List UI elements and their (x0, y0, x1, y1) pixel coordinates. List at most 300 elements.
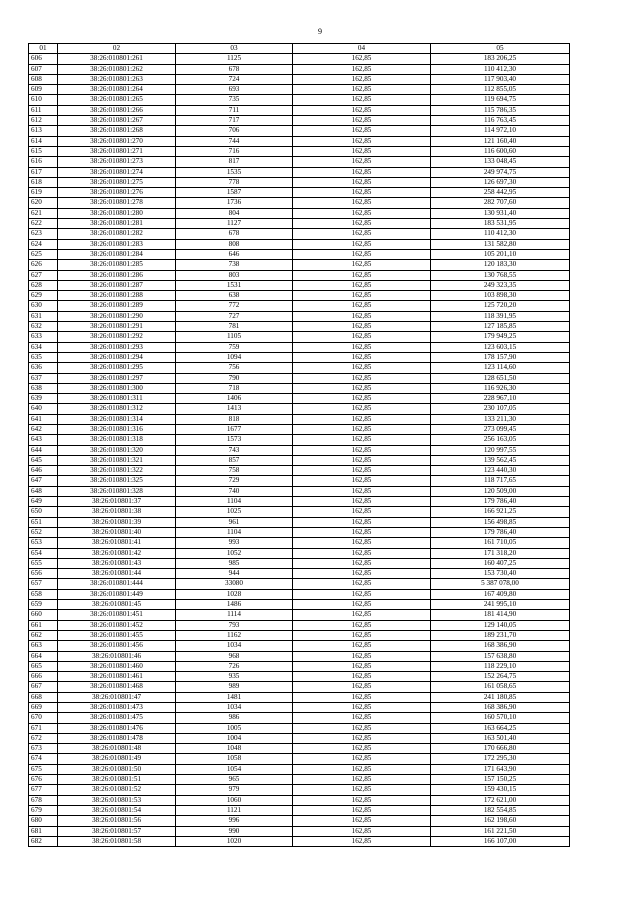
area-cell: 1406 (176, 394, 293, 404)
cadastral-number-cell: 38:26:010801:40 (58, 527, 176, 537)
table-row (29, 744, 570, 754)
rate-cell: 162,85 (293, 507, 431, 517)
area-cell: 1125 (176, 54, 293, 64)
rate-cell: 162,85 (293, 527, 431, 537)
rate-cell: 162,85 (293, 497, 431, 507)
row-number-cell: 676 (29, 775, 58, 785)
area-cell: 1486 (176, 600, 293, 610)
rate-cell: 162,85 (293, 136, 431, 146)
cadastral-number-cell: 38:26:010801:295 (58, 363, 176, 373)
rate-cell: 162,85 (293, 682, 431, 692)
table-row (29, 661, 570, 671)
table-row (29, 836, 570, 846)
value-cell: 170 666,80 (431, 744, 570, 754)
row-number-cell: 661 (29, 620, 58, 630)
cadastral-number-cell: 38:26:010801:49 (58, 754, 176, 764)
area-cell: 727 (176, 311, 293, 321)
table-row (29, 589, 570, 599)
table-row (29, 270, 570, 280)
value-cell: 128 651,50 (431, 373, 570, 383)
rate-cell: 162,85 (293, 630, 431, 640)
table-row (29, 352, 570, 362)
area-cell: 979 (176, 785, 293, 795)
row-number-cell: 663 (29, 641, 58, 651)
rate-cell: 162,85 (293, 342, 431, 352)
table-row (29, 476, 570, 486)
rate-cell: 162,85 (293, 157, 431, 167)
rate-cell: 162,85 (293, 517, 431, 527)
rate-cell: 162,85 (293, 219, 431, 229)
rate-cell: 162,85 (293, 620, 431, 630)
area-cell: 1034 (176, 641, 293, 651)
cadastral-number-cell: 38:26:010801:274 (58, 167, 176, 177)
table-row (29, 229, 570, 239)
cadastral-number-cell: 38:26:010801:280 (58, 208, 176, 218)
row-number-cell: 626 (29, 260, 58, 270)
table-row (29, 249, 570, 259)
cadastral-number-cell: 38:26:010801:265 (58, 95, 176, 105)
value-cell: 172 621,00 (431, 795, 570, 805)
rate-cell: 162,85 (293, 301, 431, 311)
row-number-cell: 620 (29, 198, 58, 208)
area-cell: 738 (176, 260, 293, 270)
rate-cell: 162,85 (293, 383, 431, 393)
cadastral-number-cell: 38:26:010801:290 (58, 311, 176, 321)
table-row (29, 363, 570, 373)
row-number-cell: 640 (29, 404, 58, 414)
row-number-cell: 668 (29, 692, 58, 702)
row-number-cell: 659 (29, 600, 58, 610)
value-cell: 130 931,40 (431, 208, 570, 218)
value-cell: 112 855,05 (431, 85, 570, 95)
rate-cell: 162,85 (293, 332, 431, 342)
table-row (29, 424, 570, 434)
cadastral-number-cell: 38:26:010801:52 (58, 785, 176, 795)
rate-cell: 162,85 (293, 538, 431, 548)
row-number-cell: 637 (29, 373, 58, 383)
rate-cell: 162,85 (293, 105, 431, 115)
cadastral-number-cell: 38:26:010801:294 (58, 352, 176, 362)
value-cell: 166 921,25 (431, 507, 570, 517)
value-cell: 178 157,90 (431, 352, 570, 362)
value-cell: 129 140,05 (431, 620, 570, 630)
table-row (29, 342, 570, 352)
row-number-cell: 628 (29, 280, 58, 290)
row-number-cell: 631 (29, 311, 58, 321)
rate-cell: 162,85 (293, 373, 431, 383)
table-row (29, 538, 570, 548)
cadastral-number-cell: 38:26:010801:289 (58, 301, 176, 311)
row-number-cell: 652 (29, 527, 58, 537)
value-cell: 125 720,20 (431, 301, 570, 311)
area-cell: 706 (176, 126, 293, 136)
area-cell: 726 (176, 661, 293, 671)
area-cell: 1573 (176, 435, 293, 445)
rate-cell: 162,85 (293, 723, 431, 733)
table-row (29, 805, 570, 815)
cadastral-number-cell: 38:26:010801:461 (58, 672, 176, 682)
row-number-cell: 648 (29, 486, 58, 496)
row-number-cell: 653 (29, 538, 58, 548)
table-row (29, 95, 570, 105)
cadastral-number-cell: 38:26:010801:281 (58, 219, 176, 229)
rate-cell: 162,85 (293, 713, 431, 723)
cadastral-number-cell: 38:26:010801:43 (58, 558, 176, 568)
value-cell: 241 180,85 (431, 692, 570, 702)
cadastral-number-cell: 38:26:010801:312 (58, 404, 176, 414)
area-cell: 1535 (176, 167, 293, 177)
row-number-cell: 654 (29, 548, 58, 558)
cadastral-number-cell: 38:26:010801:311 (58, 394, 176, 404)
row-number-cell: 677 (29, 785, 58, 795)
row-number-cell: 629 (29, 291, 58, 301)
table-row (29, 322, 570, 332)
table-row (29, 74, 570, 84)
area-cell: 717 (176, 116, 293, 126)
row-number-cell: 617 (29, 167, 58, 177)
rate-cell: 162,85 (293, 116, 431, 126)
table-row (29, 404, 570, 414)
cadastral-number-cell: 38:26:010801:456 (58, 641, 176, 651)
table-row (29, 641, 570, 651)
cadastral-number-cell: 38:26:010801:475 (58, 713, 176, 723)
area-cell: 1048 (176, 744, 293, 754)
rate-cell: 162,85 (293, 322, 431, 332)
rate-cell: 162,85 (293, 188, 431, 198)
value-cell: 179 786,40 (431, 527, 570, 537)
value-cell: 249 323,35 (431, 280, 570, 290)
value-cell: 118 391,95 (431, 311, 570, 321)
cadastral-number-cell: 38:26:010801:325 (58, 476, 176, 486)
table-row (29, 311, 570, 321)
value-cell: 228 967,10 (431, 394, 570, 404)
area-cell: 759 (176, 342, 293, 352)
table-row (29, 177, 570, 187)
area-cell: 743 (176, 445, 293, 455)
cadastral-number-cell: 38:26:010801:460 (58, 661, 176, 671)
rate-cell: 162,85 (293, 435, 431, 445)
value-cell: 181 414,90 (431, 610, 570, 620)
row-number-cell: 630 (29, 301, 58, 311)
value-cell: 115 786,35 (431, 105, 570, 115)
value-cell: 166 107,00 (431, 836, 570, 846)
rate-cell: 162,85 (293, 394, 431, 404)
area-cell: 781 (176, 322, 293, 332)
row-number-cell: 674 (29, 754, 58, 764)
table-row (29, 651, 570, 661)
area-cell: 990 (176, 826, 293, 836)
rate-cell: 162,85 (293, 548, 431, 558)
table-row (29, 486, 570, 496)
area-cell: 718 (176, 383, 293, 393)
value-cell: 249 974,75 (431, 167, 570, 177)
cadastral-number-cell: 38:26:010801:53 (58, 795, 176, 805)
value-cell: 117 903,40 (431, 74, 570, 84)
table-row (29, 188, 570, 198)
cadastral-number-cell: 38:26:010801:473 (58, 703, 176, 713)
row-number-cell: 664 (29, 651, 58, 661)
value-cell: 161 058,65 (431, 682, 570, 692)
row-number-cell: 671 (29, 723, 58, 733)
value-cell: 282 707,60 (431, 198, 570, 208)
table-row (29, 826, 570, 836)
value-cell: 256 163,05 (431, 435, 570, 445)
rate-cell: 162,85 (293, 476, 431, 486)
area-cell: 1162 (176, 630, 293, 640)
area-cell: 1005 (176, 723, 293, 733)
cadastral-number-cell: 38:26:010801:48 (58, 744, 176, 754)
rate-cell: 162,85 (293, 270, 431, 280)
table-row (29, 414, 570, 424)
area-cell: 1121 (176, 805, 293, 815)
row-number-cell: 623 (29, 229, 58, 239)
row-number-cell: 608 (29, 74, 58, 84)
table-row (29, 795, 570, 805)
table-body (29, 54, 570, 847)
cadastral-number-cell: 38:26:010801:276 (58, 188, 176, 198)
value-cell: 172 295,30 (431, 754, 570, 764)
area-cell: 744 (176, 136, 293, 146)
area-cell: 678 (176, 64, 293, 74)
cadastral-number-cell: 38:26:010801:300 (58, 383, 176, 393)
row-number-cell: 669 (29, 703, 58, 713)
row-number-cell: 658 (29, 589, 58, 599)
rate-cell: 162,85 (293, 445, 431, 455)
row-number-cell: 621 (29, 208, 58, 218)
value-cell: 156 498,85 (431, 517, 570, 527)
area-cell: 817 (176, 157, 293, 167)
cadastral-number-cell: 38:26:010801:293 (58, 342, 176, 352)
cadastral-number-cell: 38:26:010801:54 (58, 805, 176, 815)
rate-cell: 162,85 (293, 651, 431, 661)
value-cell: 116 600,60 (431, 146, 570, 156)
cadastral-number-cell: 38:26:010801:476 (58, 723, 176, 733)
value-cell: 230 107,05 (431, 404, 570, 414)
area-cell: 1054 (176, 764, 293, 774)
row-number-cell: 645 (29, 455, 58, 465)
table-row (29, 579, 570, 589)
rate-cell: 162,85 (293, 744, 431, 754)
rate-cell: 162,85 (293, 198, 431, 208)
area-cell: 778 (176, 177, 293, 187)
row-number-cell: 606 (29, 54, 58, 64)
area-cell: 716 (176, 146, 293, 156)
table-row (29, 517, 570, 527)
area-cell: 968 (176, 651, 293, 661)
cadastral-number-cell: 38:26:010801:284 (58, 249, 176, 259)
rate-cell: 162,85 (293, 754, 431, 764)
cadastral-number-cell: 38:26:010801:449 (58, 589, 176, 599)
value-cell: 183 206,25 (431, 54, 570, 64)
cadastral-number-cell: 38:26:010801:57 (58, 826, 176, 836)
value-cell: 123 603,15 (431, 342, 570, 352)
area-cell: 758 (176, 466, 293, 476)
cadastral-number-cell: 38:26:010801:478 (58, 733, 176, 743)
area-cell: 985 (176, 558, 293, 568)
rate-cell: 162,85 (293, 661, 431, 671)
row-number-cell: 635 (29, 352, 58, 362)
rate-cell: 162,85 (293, 600, 431, 610)
rate-cell: 162,85 (293, 249, 431, 259)
row-number-cell: 616 (29, 157, 58, 167)
area-cell: 1481 (176, 692, 293, 702)
table-row (29, 85, 570, 95)
row-number-cell: 607 (29, 64, 58, 74)
area-cell: 790 (176, 373, 293, 383)
value-cell: 105 201,10 (431, 249, 570, 259)
table-row (29, 167, 570, 177)
value-cell: 179 949,25 (431, 332, 570, 342)
rate-cell: 162,85 (293, 826, 431, 836)
rate-cell: 162,85 (293, 692, 431, 702)
cadastral-number-cell: 38:26:010801:320 (58, 445, 176, 455)
row-number-cell: 610 (29, 95, 58, 105)
cadastral-number-cell: 38:26:010801:267 (58, 116, 176, 126)
cadastral-number-cell: 38:26:010801:444 (58, 579, 176, 589)
value-cell: 162 198,60 (431, 816, 570, 826)
rate-cell: 162,85 (293, 85, 431, 95)
value-cell: 179 786,40 (431, 497, 570, 507)
area-cell: 1060 (176, 795, 293, 805)
table-row (29, 208, 570, 218)
row-number-cell: 632 (29, 322, 58, 332)
area-cell: 804 (176, 208, 293, 218)
table-row (29, 239, 570, 249)
value-cell: 161 221,50 (431, 826, 570, 836)
header-col-02: 02 (58, 44, 176, 54)
area-cell: 1094 (176, 352, 293, 362)
table-row (29, 455, 570, 465)
cadastral-number-cell: 38:26:010801:261 (58, 54, 176, 64)
rate-cell: 162,85 (293, 486, 431, 496)
rate-cell: 162,85 (293, 74, 431, 84)
row-number-cell: 670 (29, 713, 58, 723)
rate-cell: 162,85 (293, 455, 431, 465)
rate-cell: 162,85 (293, 208, 431, 218)
area-cell: 986 (176, 713, 293, 723)
rate-cell: 162,85 (293, 146, 431, 156)
table-row (29, 280, 570, 290)
value-cell: 241 995,10 (431, 600, 570, 610)
row-number-cell: 644 (29, 445, 58, 455)
row-number-cell: 624 (29, 239, 58, 249)
area-cell: 965 (176, 775, 293, 785)
value-cell: 167 409,80 (431, 589, 570, 599)
value-cell: 133 048,45 (431, 157, 570, 167)
value-cell: 120 509,00 (431, 486, 570, 496)
area-cell: 1677 (176, 424, 293, 434)
cadastral-number-cell: 38:26:010801:452 (58, 620, 176, 630)
rate-cell: 162,85 (293, 764, 431, 774)
row-number-cell: 615 (29, 146, 58, 156)
table-row (29, 733, 570, 743)
value-cell: 157 150,25 (431, 775, 570, 785)
rate-cell: 162,85 (293, 404, 431, 414)
cadastral-number-cell: 38:26:010801:273 (58, 157, 176, 167)
table-row (29, 620, 570, 630)
table-row (29, 497, 570, 507)
table-row (29, 126, 570, 136)
table-row (29, 64, 570, 74)
row-number-cell: 665 (29, 661, 58, 671)
row-number-cell: 612 (29, 116, 58, 126)
row-number-cell: 660 (29, 610, 58, 620)
rate-cell: 162,85 (293, 816, 431, 826)
area-cell: 729 (176, 476, 293, 486)
cadastral-number-cell: 38:26:010801:322 (58, 466, 176, 476)
area-cell: 756 (176, 363, 293, 373)
value-cell: 119 694,75 (431, 95, 570, 105)
cadastral-number-cell: 38:26:010801:451 (58, 610, 176, 620)
value-cell: 5 387 078,00 (431, 579, 570, 589)
rate-cell: 162,85 (293, 424, 431, 434)
value-cell: 183 531,95 (431, 219, 570, 229)
table-row (29, 713, 570, 723)
value-cell: 159 430,15 (431, 785, 570, 795)
area-cell: 33080 (176, 579, 293, 589)
area-cell: 1127 (176, 219, 293, 229)
value-cell: 273 099,45 (431, 424, 570, 434)
row-number-cell: 642 (29, 424, 58, 434)
rate-cell: 162,85 (293, 229, 431, 239)
row-number-cell: 672 (29, 733, 58, 743)
row-number-cell: 651 (29, 517, 58, 527)
header-col-03: 03 (176, 44, 293, 54)
row-number-cell: 633 (29, 332, 58, 342)
page-number: 9 (318, 27, 322, 36)
value-cell: 103 898,30 (431, 291, 570, 301)
row-number-cell: 611 (29, 105, 58, 115)
cadastral-number-cell: 38:26:010801:47 (58, 692, 176, 702)
row-number-cell: 680 (29, 816, 58, 826)
cadastral-number-cell: 38:26:010801:288 (58, 291, 176, 301)
table-row (29, 157, 570, 167)
cadastral-number-cell: 38:26:010801:56 (58, 816, 176, 826)
value-cell: 168 386,90 (431, 641, 570, 651)
area-cell: 935 (176, 672, 293, 682)
cadastral-number-cell: 38:26:010801:287 (58, 280, 176, 290)
value-cell: 153 730,40 (431, 569, 570, 579)
table-row (29, 466, 570, 476)
area-cell: 678 (176, 229, 293, 239)
value-cell: 110 412,30 (431, 64, 570, 74)
area-cell: 1034 (176, 703, 293, 713)
area-cell: 818 (176, 414, 293, 424)
row-number-cell: 625 (29, 249, 58, 259)
area-cell: 1004 (176, 733, 293, 743)
value-cell: 121 160,40 (431, 136, 570, 146)
cadastral-number-cell: 38:26:010801:50 (58, 764, 176, 774)
row-number-cell: 656 (29, 569, 58, 579)
value-cell: 116 763,45 (431, 116, 570, 126)
cadastral-number-cell: 38:26:010801:292 (58, 332, 176, 342)
area-cell: 1105 (176, 332, 293, 342)
table-row (29, 527, 570, 537)
area-cell: 808 (176, 239, 293, 249)
area-cell: 724 (176, 74, 293, 84)
table-row (29, 630, 570, 640)
row-number-cell: 609 (29, 85, 58, 95)
table-row (29, 105, 570, 115)
cadastral-number-cell: 38:26:010801:314 (58, 414, 176, 424)
area-cell: 638 (176, 291, 293, 301)
cadastral-number-cell: 38:26:010801:45 (58, 600, 176, 610)
cadastral-number-cell: 38:26:010801:271 (58, 146, 176, 156)
cadastral-number-cell: 38:26:010801:42 (58, 548, 176, 558)
cadastral-value-table (28, 43, 570, 847)
table-row (29, 332, 570, 342)
rate-cell: 162,85 (293, 805, 431, 815)
